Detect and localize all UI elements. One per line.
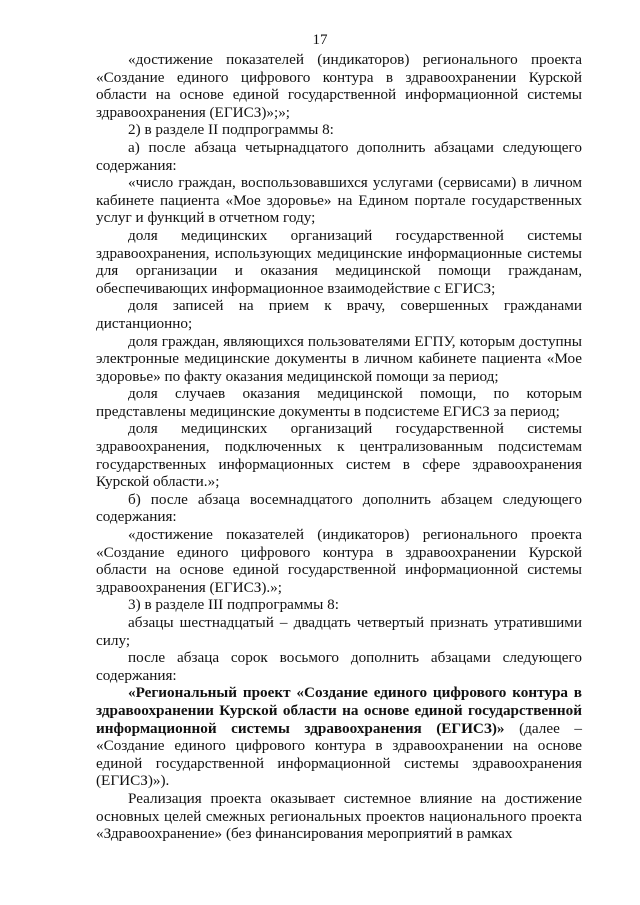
paragraph-5: доля медицинских организаций государственной системы здравоохранения, использующих медицинские информационные системы для организации и оказания медицинской помощи гражданам, обеспечивающих информационное взаимодействие с ЕГИСЗ; xyxy=(96,226,582,297)
paragraph-6: доля записей на прием к врачу, совершенных гражданами дистанционно; xyxy=(96,297,582,332)
paragraph-3: а) после абзаца четырнадцатого дополнить абзацами следующего содержания: xyxy=(96,138,582,174)
paragraph-9: доля медицинских организаций государственной системы здравоохранения, подключенных к централизованным подсистемам государственных информационных систем в сфере здравоохранения Курской области.»; xyxy=(96,420,582,491)
paragraph-final: Реализация проекта оказывает системное влияние на достижение основных целей смежных региональных проектов национального проекта «Здравоохранение» (без финансирования мероприятий в рамках xyxy=(96,789,582,843)
paragraph-13: абзацы шестнадцатый – двадцать четвертый признать утратившими силу; xyxy=(96,614,582,649)
paragraph-11: «достижение показателей (индикаторов) регионального проекта «Создание единого цифрового контура в здравоохранении Курской области на основе единой государственной информационной системы здравоохранения (ЕГИСЗ).»; xyxy=(96,526,582,596)
paragraph-1: «достижение показателей (индикаторов) регионального проекта «Создание единого цифрового контура в здравоохранении Курской области на основе единой государственной информационной системы здравоохранения (ЕГИСЗ)»;»; xyxy=(96,51,582,121)
paragraph-2: 2) в разделе II подпрограммы 8: xyxy=(128,121,334,139)
project-title-bold: «Региональный проект «Создание единого цифрового контура в здравоохранении Курской области на основе единой государственной информационной системы здравоохранения (ЕГИСЗ)» xyxy=(96,684,582,737)
paragraph-4: «число граждан, воспользовавшихся услугами (сервисами) в личном кабинете пациента «Мое здоровье» на Едином портале государственных услуг и функций в отчетном году; xyxy=(96,174,582,227)
paragraph-14: после абзаца сорок восьмого дополнить абзацами следующего содержания: xyxy=(96,649,582,684)
page-number: 17 xyxy=(312,32,328,48)
paragraph-7: доля граждан, являющихся пользователями ЕГПУ, которым доступны электронные медицинские документы в личном кабинете пациента «Мое здоровье» по факту оказания медицинской помощи за период; xyxy=(96,332,582,385)
project-title-abbreviation: (далее – «Создание единого цифрового контура в здравоохранении на основе единой государственной информационной системы здравоохранения (ЕГИСЗ)»). xyxy=(96,719,582,790)
paragraph-8: доля случаев оказания медицинской помощи, по которым представлены медицинские документы в подсистеме ЕГИСЗ за период; xyxy=(96,385,582,420)
document-body xyxy=(96,51,582,843)
paragraph-10: б) после абзаца восемнадцатого дополнить абзацем следующего содержания: xyxy=(96,490,582,526)
paragraph-12: 3) в разделе III подпрограммы 8: xyxy=(128,596,339,614)
paragraph-bold-heading xyxy=(96,684,582,790)
